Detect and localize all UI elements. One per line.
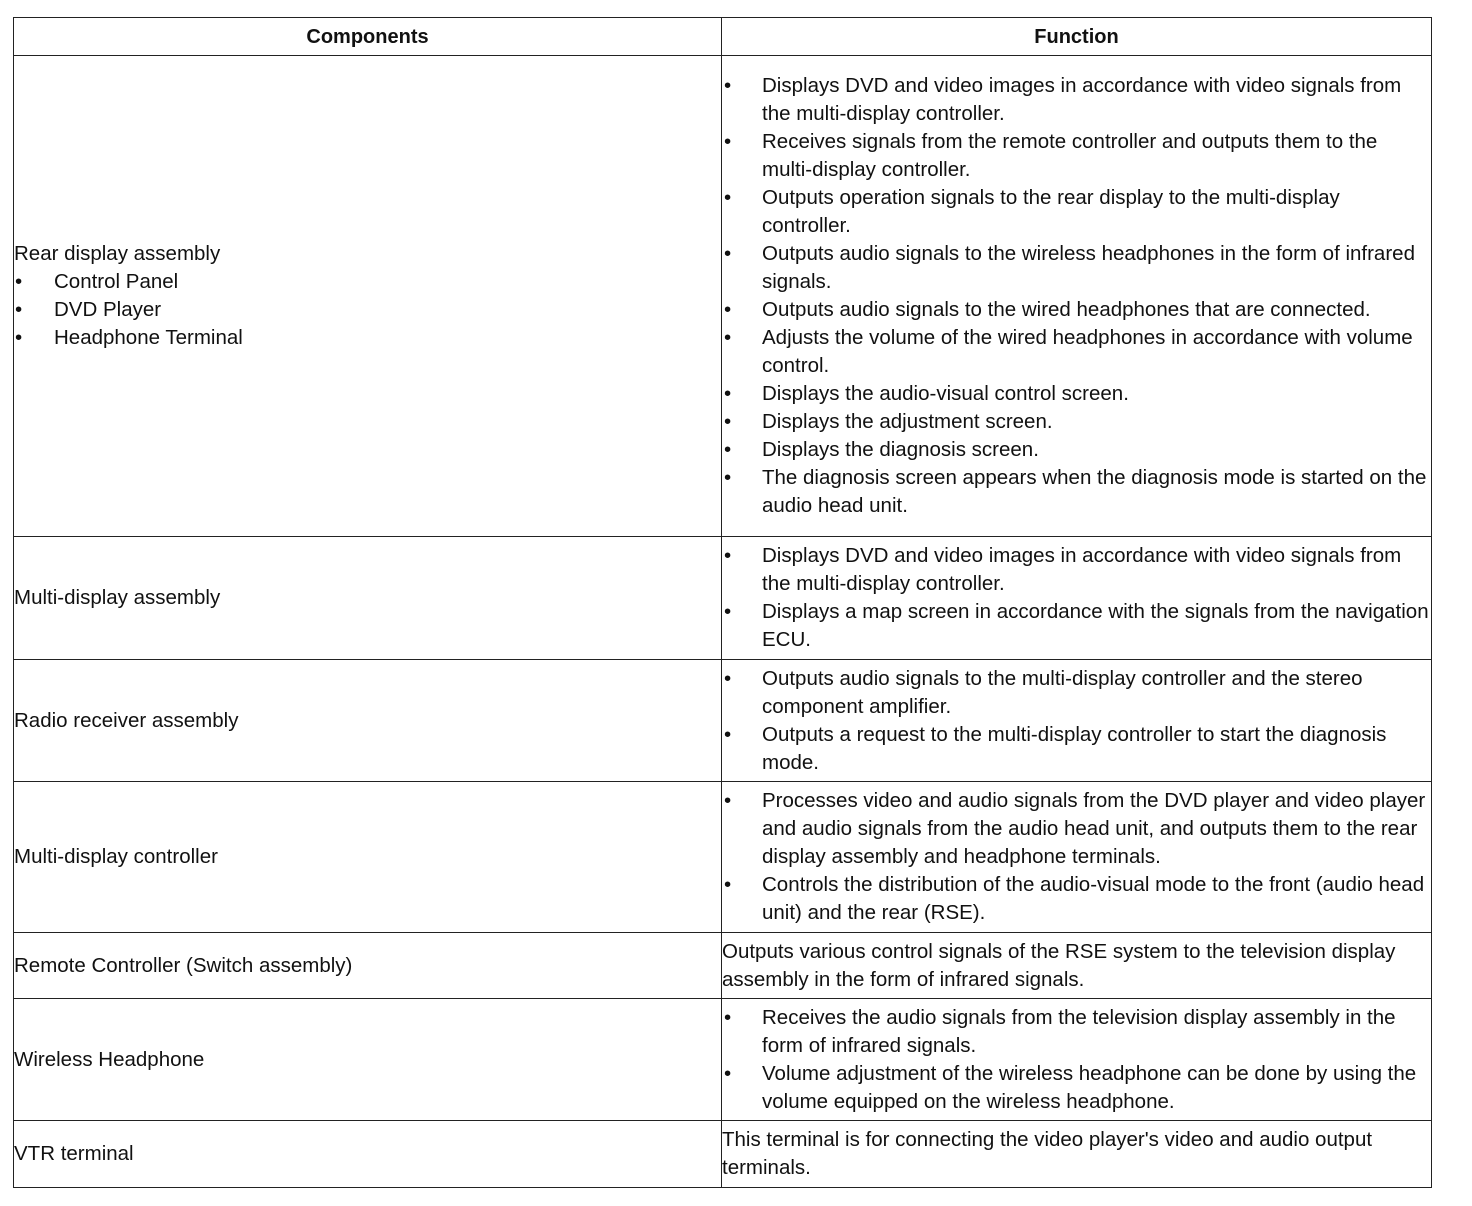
function-cell bbox=[722, 1121, 1432, 1188]
list-item: • Adjusts the volume of the wired headphones in accordance with volume control. bbox=[722, 324, 1431, 380]
list-item: • Outputs audio signals to the wireless headphones in the form of infrared signals. bbox=[722, 240, 1431, 296]
list-item: • Headphone Terminal bbox=[14, 324, 721, 352]
table-row bbox=[14, 1121, 1432, 1188]
list-item: • Displays DVD and video images in accordance with video signals from the multi-display controller. bbox=[722, 542, 1431, 598]
component-cell bbox=[14, 537, 722, 660]
list-item: • Volume adjustment of the wireless headphone can be done by using the volume equipped on the wireless headphone. bbox=[722, 1060, 1431, 1116]
list-item: • Outputs operation signals to the rear display to the multi-display controller. bbox=[722, 184, 1431, 240]
table-row bbox=[14, 999, 1432, 1121]
component-cell bbox=[14, 660, 722, 782]
table-header-row bbox=[14, 18, 1432, 56]
list-item: • Displays a map screen in accordance with the signals from the navigation ECU. bbox=[722, 598, 1431, 654]
list-item: • Displays the audio-visual control screen. bbox=[722, 380, 1431, 408]
function-list bbox=[722, 787, 1431, 927]
list-item: • Outputs a request to the multi-display controller to start the diagnosis mode. bbox=[722, 721, 1431, 777]
list-item: • Displays the diagnosis screen. bbox=[722, 436, 1431, 464]
list-item: • Outputs audio signals to the wired headphones that are connected. bbox=[722, 296, 1431, 324]
component-name: Wireless Headphone bbox=[14, 1047, 205, 1071]
function-list bbox=[722, 542, 1431, 654]
list-item: • Receives the audio signals from the television display assembly in the form of infrared signals. bbox=[722, 1004, 1431, 1060]
table-row bbox=[14, 782, 1432, 933]
table-row bbox=[14, 56, 1432, 537]
function-list bbox=[722, 72, 1431, 520]
table-row bbox=[14, 933, 1432, 999]
header-components: Components bbox=[14, 18, 722, 56]
function-text: Outputs various control signals of the RSE system to the television display assembly in the form of infrared signals. bbox=[722, 939, 1396, 991]
component-cell bbox=[14, 782, 722, 933]
function-list bbox=[722, 1004, 1431, 1116]
header-function: Function bbox=[722, 18, 1432, 56]
component-name: Remote Controller (Switch assembly) bbox=[14, 953, 353, 977]
component-cell bbox=[14, 1121, 722, 1188]
components-function-table bbox=[13, 17, 1432, 1188]
function-cell bbox=[722, 933, 1432, 999]
component-sublist bbox=[14, 268, 721, 352]
table-row bbox=[14, 537, 1432, 660]
component-name: Radio receiver assembly bbox=[14, 708, 239, 732]
list-item: • Displays the adjustment screen. bbox=[722, 408, 1431, 436]
function-cell bbox=[722, 537, 1432, 660]
component-name: Multi-display controller bbox=[14, 845, 218, 868]
component-cell bbox=[14, 933, 722, 999]
function-list bbox=[722, 665, 1431, 777]
list-item: • DVD Player bbox=[14, 296, 721, 324]
list-item: • Receives signals from the remote controller and outputs them to the multi-display controller. bbox=[722, 128, 1431, 184]
list-item: • Processes video and audio signals from the DVD player and video player and audio signals from the audio head unit, and outputs them to the rear display assembly and headphone terminals. bbox=[722, 787, 1431, 871]
component-name: Rear display assembly bbox=[14, 242, 221, 265]
list-item: • The diagnosis screen appears when the diagnosis mode is started on the audio head unit. bbox=[722, 464, 1431, 520]
list-item: • Displays DVD and video images in accordance with video signals from the multi-display controller. bbox=[722, 72, 1431, 128]
component-cell bbox=[14, 999, 722, 1121]
component-name: Multi-display assembly bbox=[14, 586, 221, 609]
function-cell bbox=[722, 660, 1432, 782]
list-item: • Controls the distribution of the audio-visual mode to the front (audio head unit) and the rear (RSE). bbox=[722, 871, 1431, 927]
list-item: • Control Panel bbox=[14, 268, 721, 296]
function-cell bbox=[722, 56, 1432, 537]
list-item: • Outputs audio signals to the multi-display controller and the stereo component amplifier. bbox=[722, 665, 1431, 721]
function-cell bbox=[722, 999, 1432, 1121]
table-row bbox=[14, 660, 1432, 782]
function-cell bbox=[722, 782, 1432, 933]
function-text: This terminal is for connecting the video player's video and audio output terminals. bbox=[722, 1128, 1373, 1179]
component-name: VTR terminal bbox=[14, 1142, 134, 1165]
component-cell bbox=[14, 56, 722, 537]
